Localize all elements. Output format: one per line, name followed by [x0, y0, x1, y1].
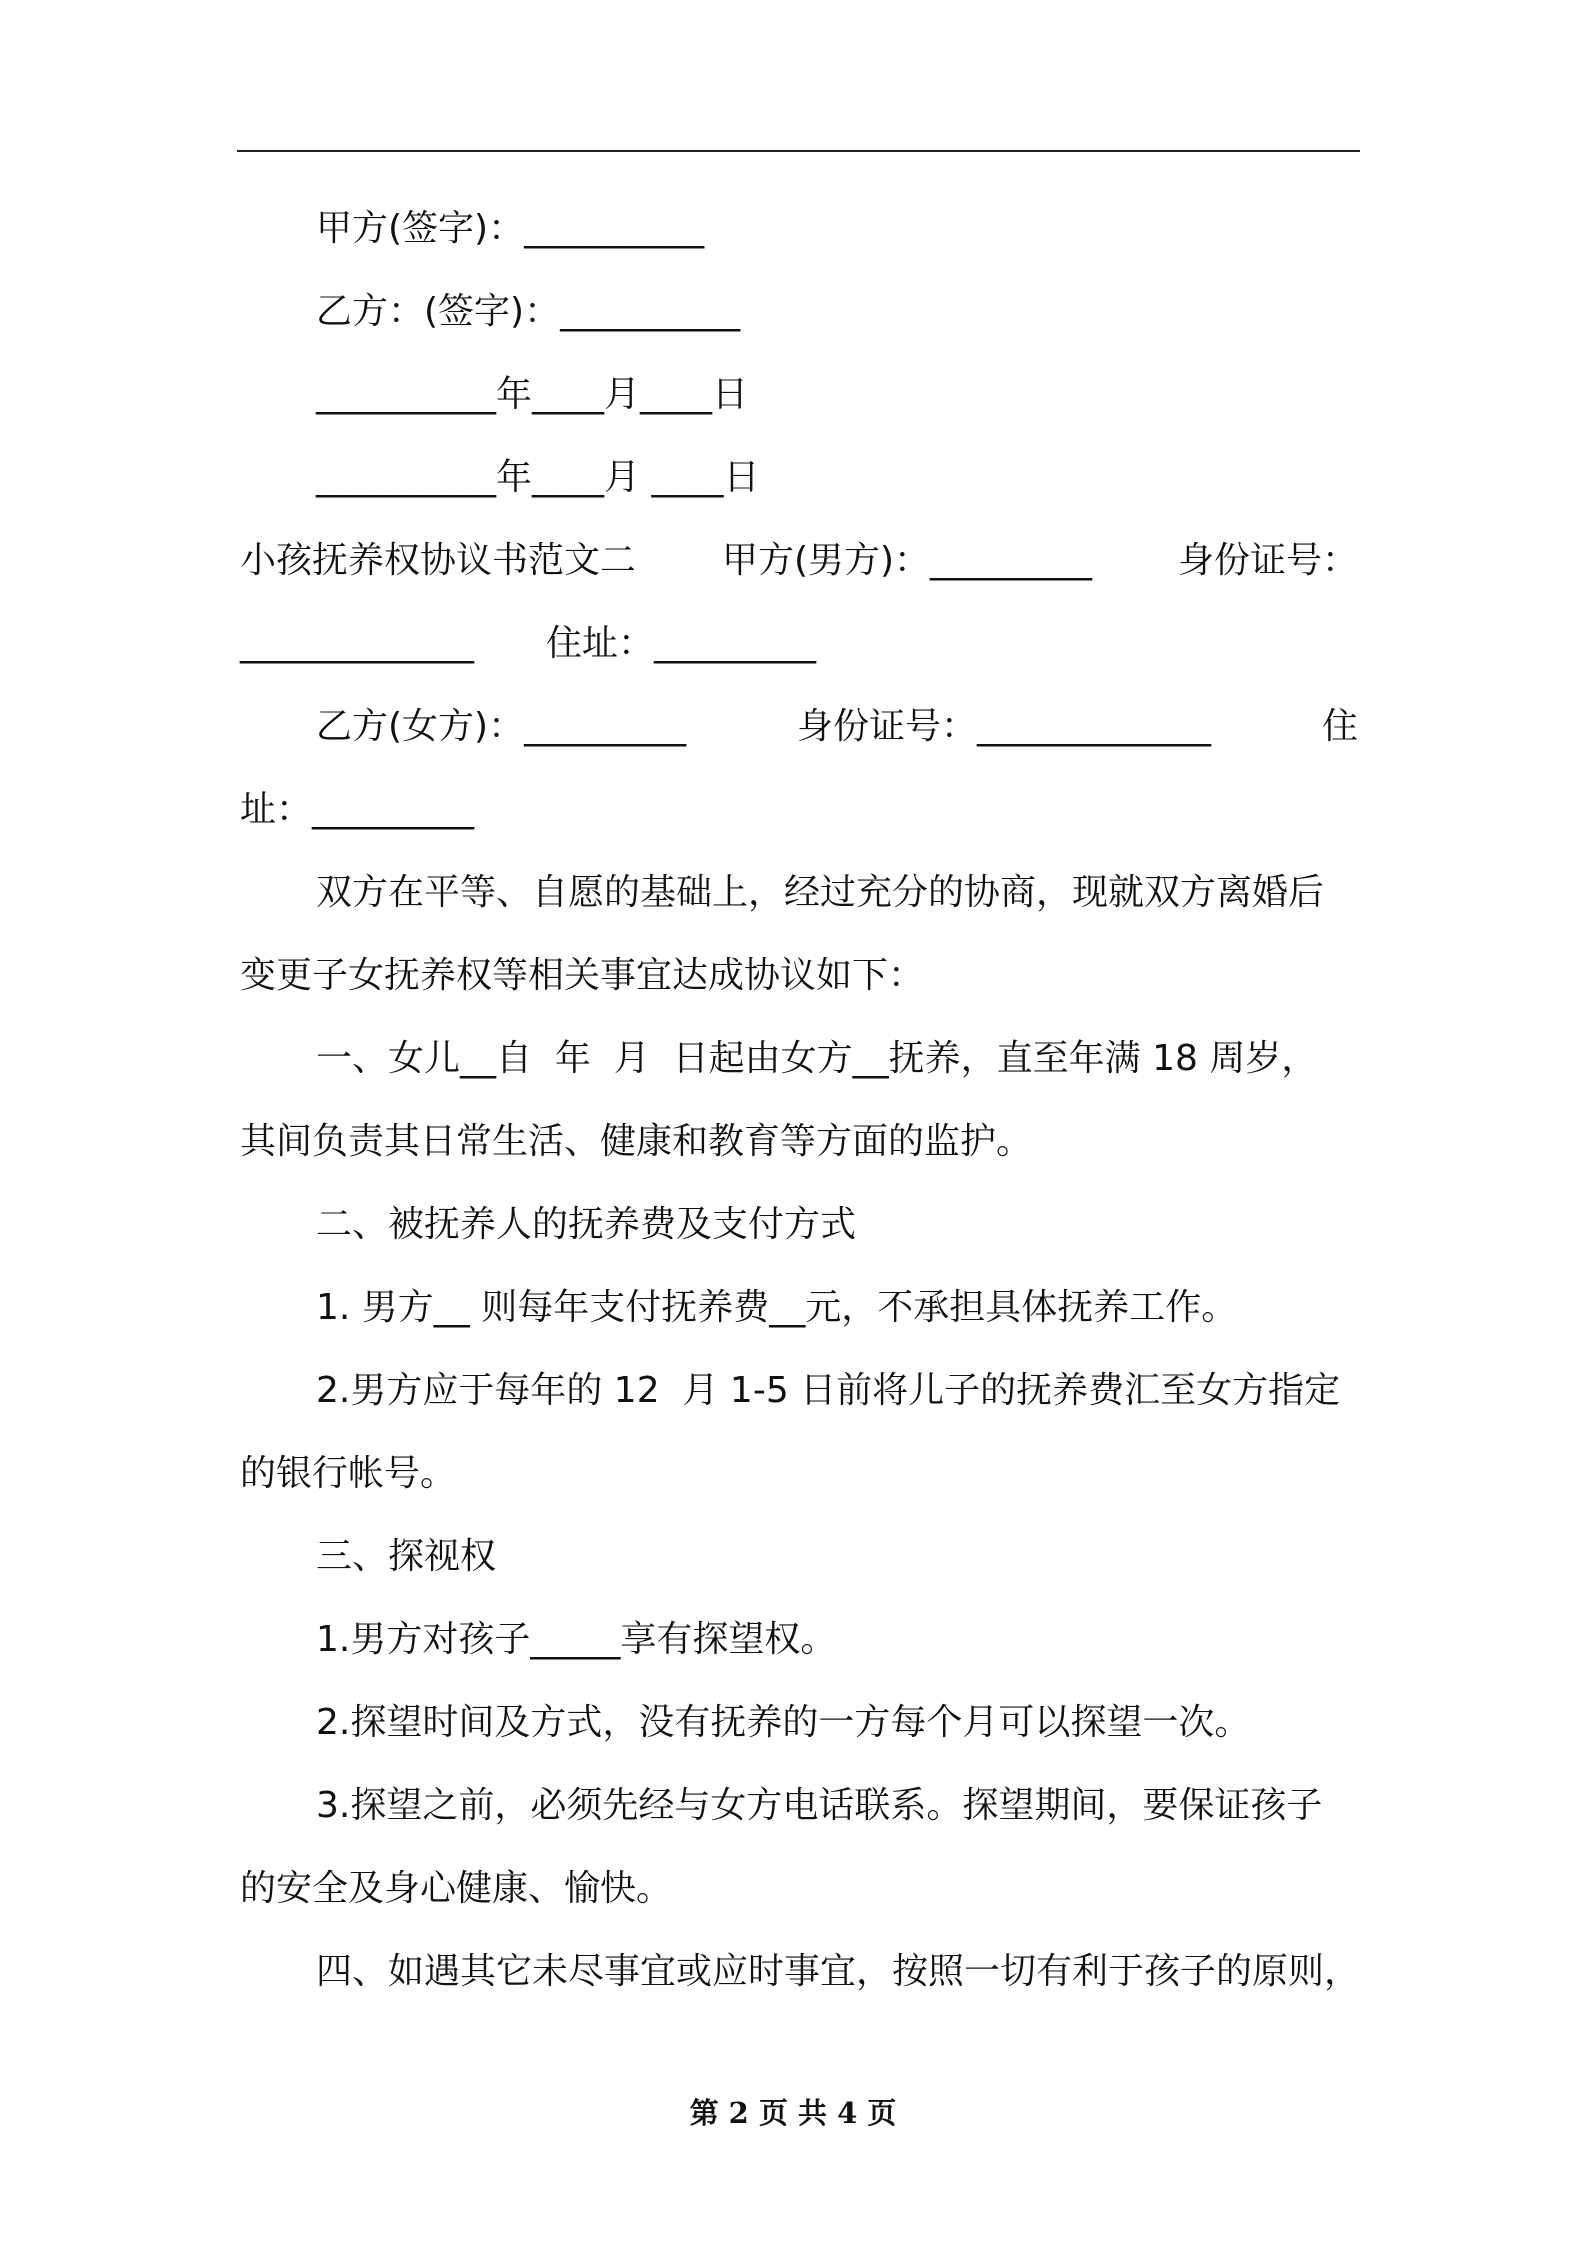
party-a-male-field: 甲方(男方)：_________	[721, 540, 1093, 581]
item2-clause2-line1: 2.男方应于每年的 12 月 1-5 日前将儿子的抚养费汇至女方指定	[316, 1370, 1341, 1411]
address-1-field: 住址：_________	[546, 623, 817, 664]
item2-clause1: 1. 男方__ 则每年支付抚养费__元，不承担具体抚养工作。	[316, 1287, 1238, 1328]
header-rule	[237, 150, 1360, 152]
address-2-start: 住	[1321, 706, 1358, 747]
item4-line1: 四、如遇其它未尽事宜或应时事宜，按照一切有利于孩子的原则，	[316, 1951, 1361, 1992]
id-number-label-1: 身份证号：	[1177, 540, 1358, 581]
id-blank-1: _____________	[240, 623, 474, 664]
item2-heading: 二、被抚养人的抚养费及支付方式	[316, 1204, 857, 1245]
item1-line1: 一、女儿__自 年 月 日起由女方__抚养，直至年满 18 周岁，	[316, 1038, 1318, 1079]
item2-clause2-line2: 的银行帐号。	[240, 1453, 457, 1494]
item1-line2: 其间负责其日常生活、健康和教育等方面的监护。	[240, 1121, 1033, 1162]
party-b-signature: 乙方：(签字)：__________	[316, 291, 741, 332]
party-b-female-field: 乙方(女方)：_________	[316, 706, 687, 747]
item3-heading: 三、探视权	[316, 1536, 497, 1577]
signature-date-2: __________年____月 ____日	[316, 457, 760, 498]
page-number-footer: 第 2 页 共 4 页	[689, 2096, 897, 2130]
id-number-field-2: 身份证号：_____________	[797, 706, 1212, 747]
address-2-end: 址：_________	[240, 789, 475, 830]
item3-clause2: 2.探望时间及方式，没有抚养的一方每个月可以探望一次。	[316, 1702, 1251, 1743]
party-b-line	[316, 702, 1358, 752]
intro-line1-text: 双方在平等、自愿的基础上，经过充分的协商，现就双方离婚后	[316, 872, 1325, 913]
id-blank-1-line	[240, 619, 816, 669]
party-a-signature: 甲方(签字)：__________	[316, 208, 705, 249]
signature-date-1: __________年____月____日	[316, 374, 748, 415]
intro-paragraph-line2: 变更子女抚养权等相关事宜达成协议如下：	[240, 955, 925, 996]
agreement-two-title: 小孩抚养权协议书范文二	[240, 540, 637, 581]
agreement-two-header	[240, 536, 1358, 586]
item3-clause3-line2: 的安全及身心健康、愉快。	[240, 1868, 673, 1909]
item3-clause3-line1: 3.探望之前，必须先经与女方电话联系。探望期间，要保证孩子	[316, 1785, 1323, 1826]
intro-paragraph-line1	[316, 868, 1358, 918]
item3-clause1: 1.男方对孩子_____享有探望权。	[316, 1619, 837, 1660]
